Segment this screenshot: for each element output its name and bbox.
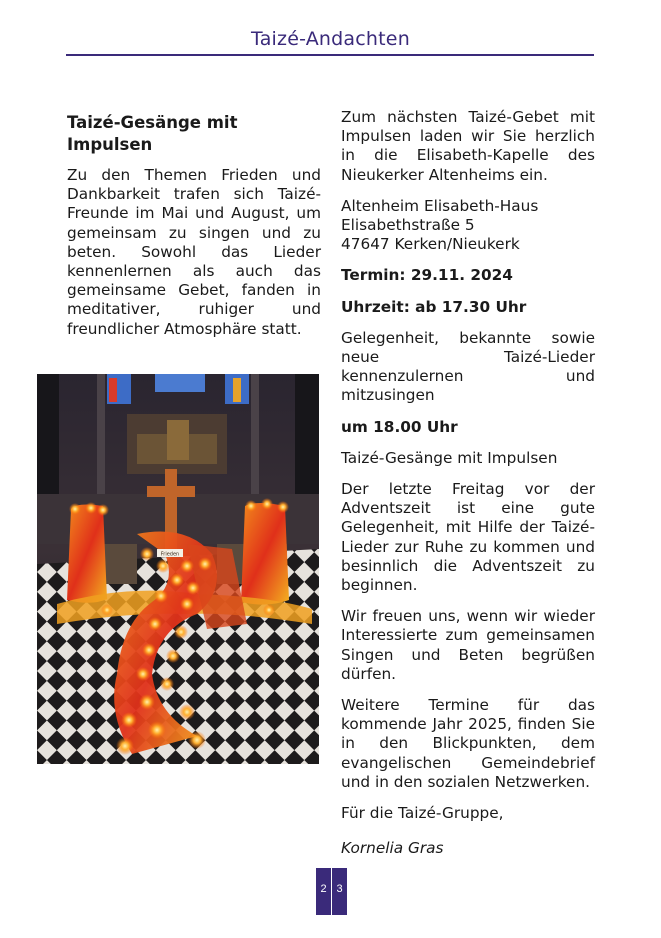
second-time-line: um 18.00 Uhr <box>341 417 458 436</box>
header-rule <box>66 54 594 56</box>
date-line: Termin: 29.11. 2024 <box>341 266 513 285</box>
right-column <box>341 108 595 859</box>
chants-line: Taizé-Gesänge mit Impulsen <box>341 448 558 467</box>
candlelight-prayer-photo <box>37 374 319 764</box>
address-line: Altenheim Elisabeth-Haus <box>341 196 539 215</box>
page-number-right: 3 <box>336 883 343 895</box>
address-line: 47647 Kerken/Nieukerk <box>341 235 520 254</box>
welcome-paragraph: Wir freuen uns, wenn wir wieder Interessierte zum gemeinsamen Singen und Beten begrüßen dürfen. <box>341 607 595 683</box>
author-signature: Kornelia Gras <box>341 839 444 858</box>
closing-line: Für die Taizé-Gruppe, <box>341 804 504 823</box>
page-number-badge <box>316 868 347 915</box>
intro-paragraph: Zu den Themen Frieden und Dankbarkeit trafen sich Taizé-Freunde im Mai und August, um gemeinsam zu singen und zu beten. Sowohl das Lieder kennenlernen als auch das gemeinsame Gebet, fanden in meditativer, ruhiger und freundlicher Atmosphäre statt. <box>67 166 321 338</box>
section-title: Taizé-Andachten <box>251 28 410 50</box>
opportunity-paragraph: Gelegenheit, bekannte sowie neue Taizé-Lieder kennenzulernen und mitzusingen <box>341 328 595 405</box>
advent-paragraph: Der letzte Freitag vor der Adventszeit ist eine gute Gelegenheit, mit Hilfe der Taizé-Lieder zur Ruhe zu kommen und besinnlich die Adventszeit zu beginnen. <box>341 480 595 595</box>
page-number-left: 2 <box>320 883 327 895</box>
address-block <box>341 197 595 255</box>
time-line: Uhrzeit: ab 17.30 Uhr <box>341 297 527 316</box>
address-line: Elisabethstraße 5 <box>341 216 475 235</box>
photo-sign-text: Frieden <box>160 551 180 558</box>
further-dates-paragraph: Weitere Termine für das kommende Jahr 2025, finden Sie in den Blickpunkten, dem evangelischen Gemeindebrief und in den sozialen Netzwerken. <box>341 696 595 791</box>
left-column <box>67 112 321 339</box>
article-title: Taizé-Gesänge mit Impulsen <box>67 113 238 154</box>
invitation-paragraph: Zum nächsten Taizé-Gebet mit Impulsen laden wir Sie herzlich in die Elisabeth-Kapelle des Nieukerker Altenheims ein. <box>341 108 595 184</box>
